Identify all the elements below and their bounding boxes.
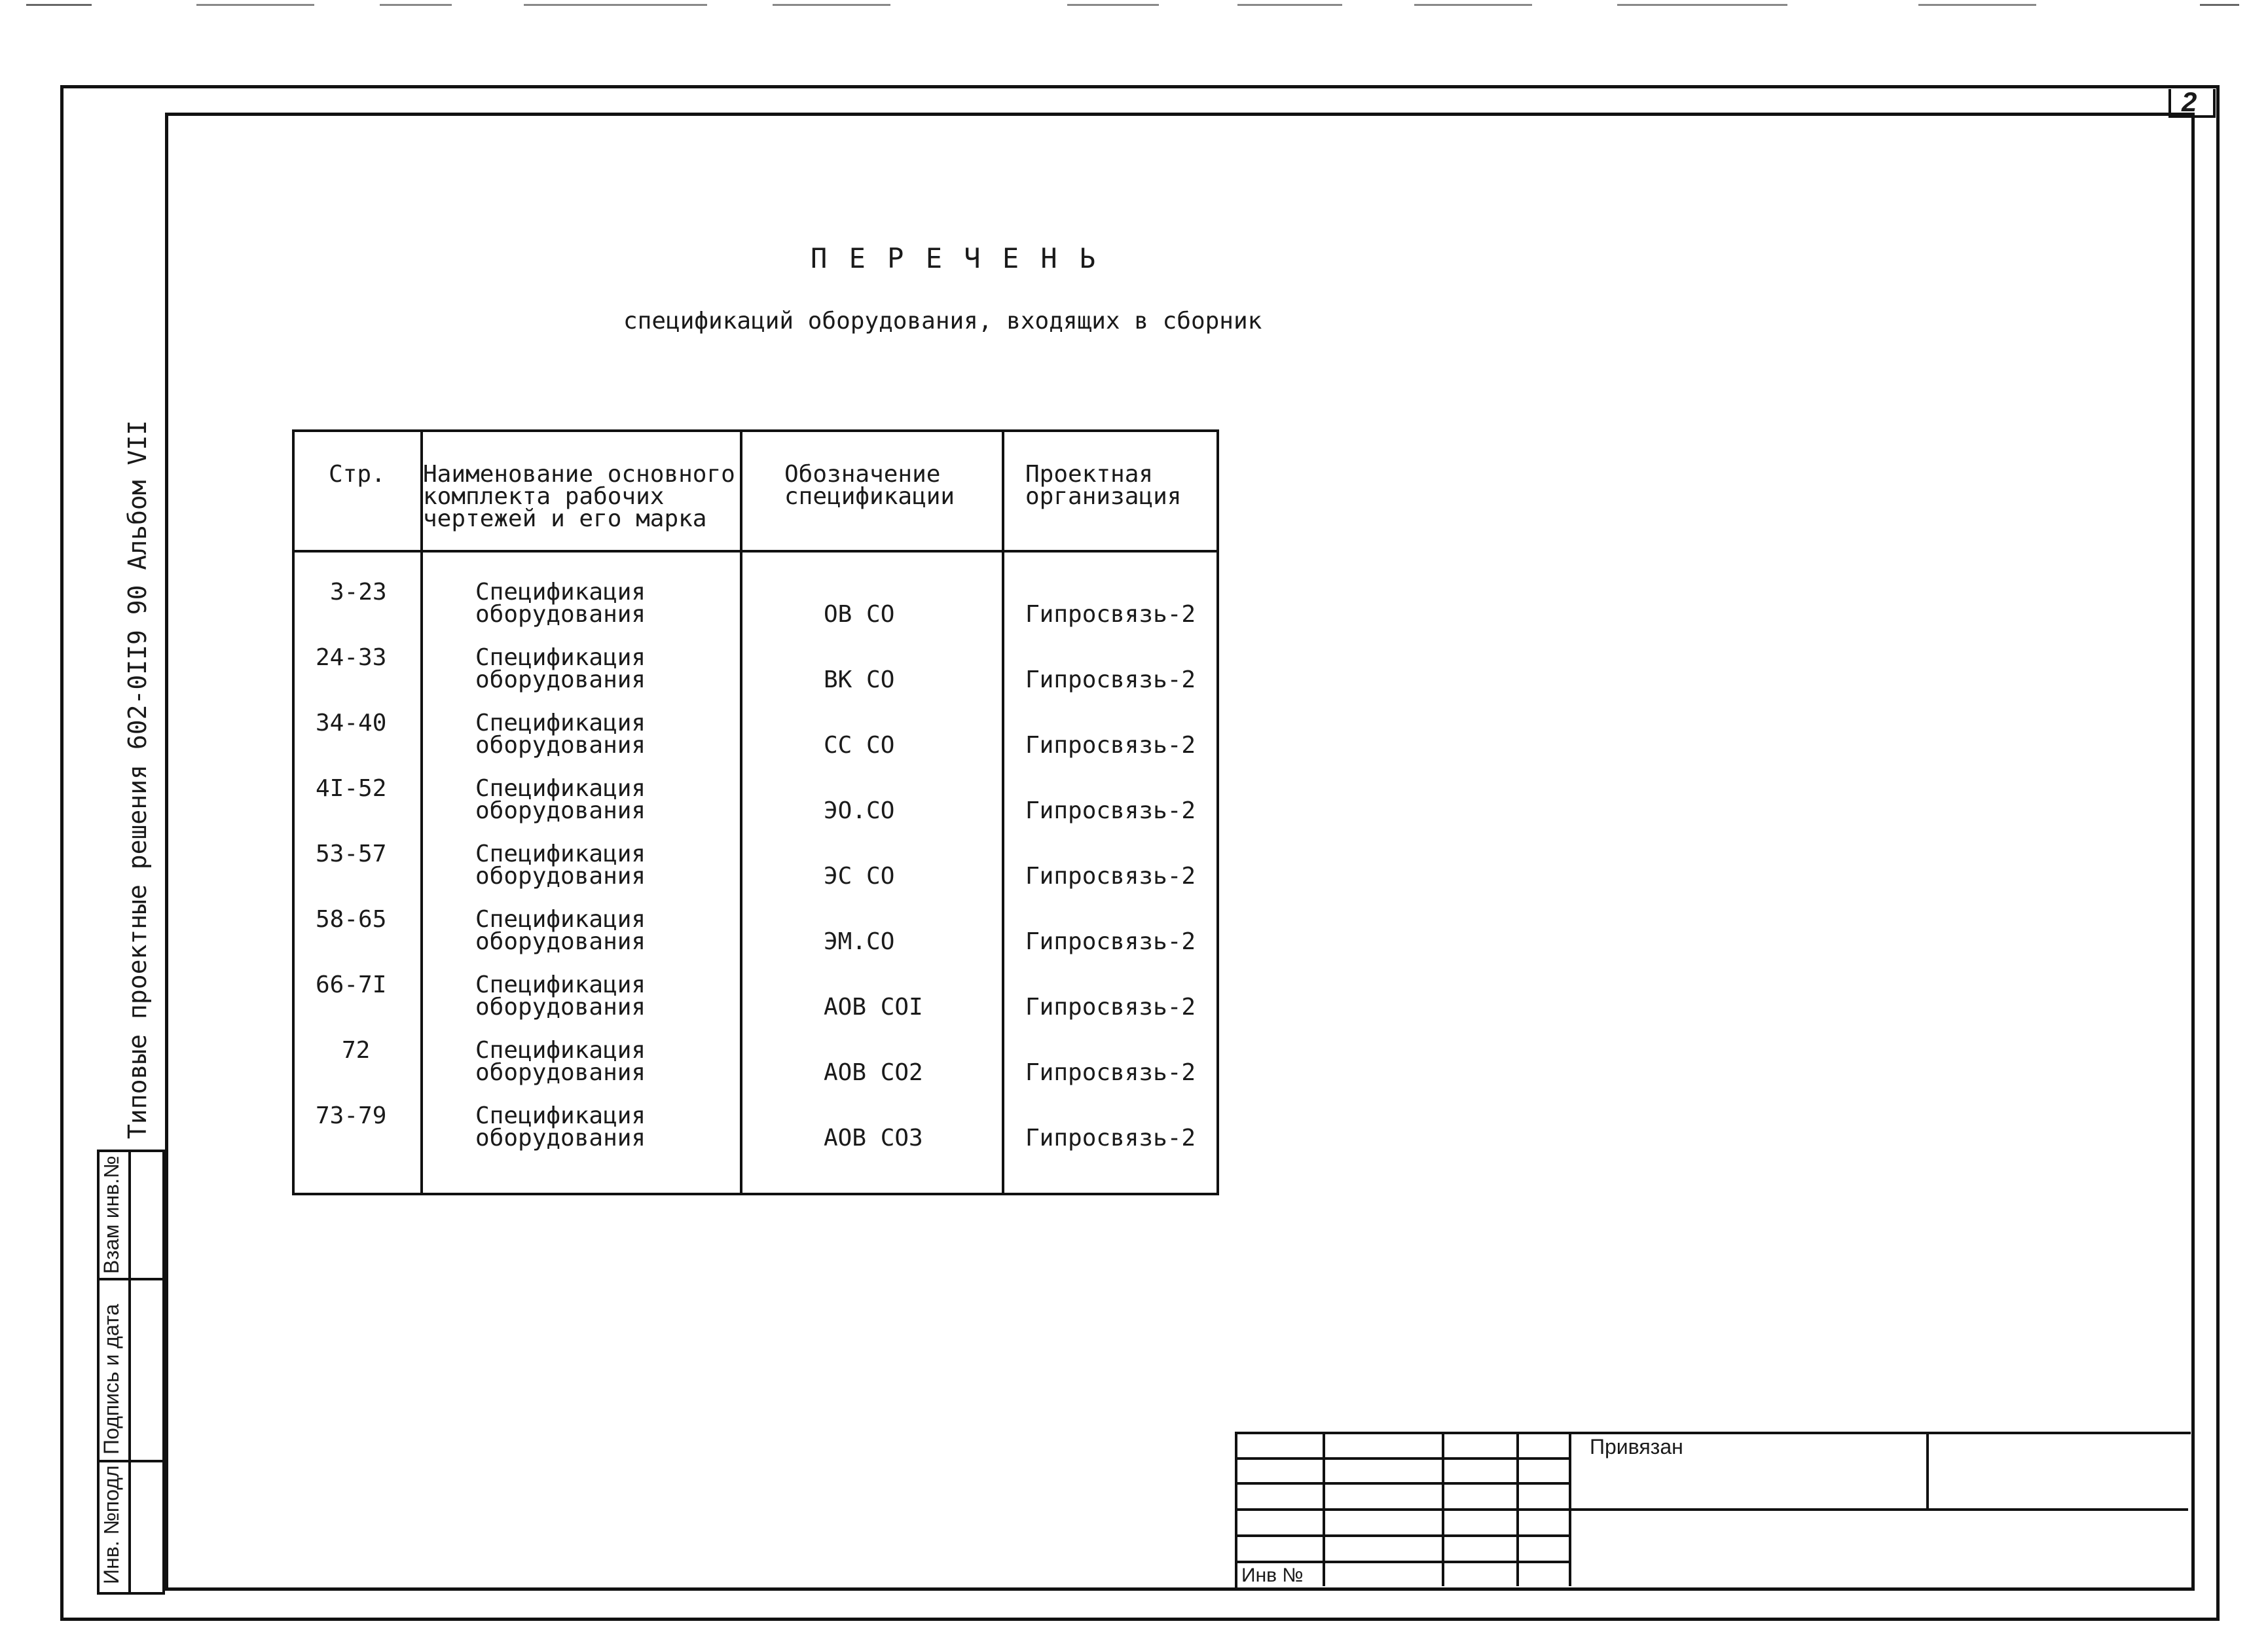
top-mark: [1067, 4, 1159, 6]
table-header-border: [292, 550, 1219, 553]
row-page: 58-65: [316, 906, 387, 933]
table-top-border: [292, 429, 1219, 432]
row-page: 4I-52: [316, 775, 387, 802]
row-name: Спецификация оборудования: [475, 841, 646, 890]
tb-row: [1235, 1508, 2188, 1511]
top-mark: [26, 4, 92, 6]
row-designation: ЭС СО: [824, 863, 895, 890]
row-name: Спецификация оборудования: [475, 710, 646, 759]
row-page: 73-79: [316, 1102, 387, 1129]
row-name: Спецификация оборудования: [475, 971, 646, 1021]
row-designation: СС СО: [824, 732, 895, 759]
row-page: 53-57: [316, 841, 387, 867]
page-title: П Е Р Е Ч Е Н Ь: [811, 242, 1099, 274]
row-designation: АОВ СОI: [824, 994, 923, 1021]
row-name: Спецификация оборудования: [475, 775, 646, 824]
row-designation: ВК СО: [824, 666, 895, 693]
row-organization: Гипросвязь-2: [1025, 1125, 1196, 1151]
row-name: Спецификация оборудования: [475, 1102, 646, 1151]
side-stamp-inner: [128, 1150, 131, 1592]
row-page: 24-33: [316, 644, 387, 671]
top-mark: [773, 4, 890, 6]
tb-row: [1235, 1534, 1570, 1537]
row-name: Спецификация оборудования: [475, 579, 646, 628]
side-stamp-replace-inv: Взам инв.№: [100, 1155, 123, 1274]
top-mark: [380, 4, 452, 6]
table-col-divider: [740, 429, 742, 1195]
row-organization: Гипросвязь-2: [1025, 797, 1196, 824]
row-name: Спецификация оборудования: [475, 1037, 646, 1086]
top-mark: [196, 4, 314, 6]
top-mark: [1414, 4, 1532, 6]
header-designation: Обозначение спецификации: [784, 461, 955, 510]
row-organization: Гипросвязь-2: [1025, 863, 1196, 890]
row-organization: Гипросвязь-2: [1025, 732, 1196, 759]
title-block-inv-no: Инв №: [1241, 1565, 1304, 1586]
table-right-border: [1216, 429, 1219, 1195]
row-designation: АОВ СО3: [824, 1125, 923, 1151]
row-name: Спецификация оборудования: [475, 906, 646, 955]
tb-row: [1235, 1561, 1570, 1563]
table-col-divider: [420, 429, 423, 1195]
top-mark: [2200, 4, 2239, 6]
row-page: 34-40: [316, 710, 387, 736]
row-organization: Гипросвязь-2: [1025, 1059, 1196, 1086]
row-page: 3-23: [330, 579, 387, 606]
table-left-border: [292, 429, 295, 1195]
header-organization: Проектная организация: [1025, 461, 1182, 510]
top-mark: [1918, 4, 2036, 6]
title-block-linked: Привязан: [1590, 1435, 1683, 1459]
row-organization: Гипросвязь-2: [1025, 994, 1196, 1021]
tb-row: [1235, 1482, 1570, 1485]
top-mark: [524, 4, 707, 6]
spec-table: [292, 429, 1219, 1195]
row-organization: Гипросвязь-2: [1025, 666, 1196, 693]
page-subtitle: спецификаций оборудования, входящих в сборник: [623, 308, 1262, 335]
row-name: Спецификация оборудования: [475, 644, 646, 693]
table-col-divider: [1002, 429, 1004, 1195]
tb-row: [1235, 1457, 1570, 1460]
row-page: 72: [342, 1037, 371, 1064]
row-designation: ЭО.СО: [824, 797, 895, 824]
side-stamp-signature-date: Подпись и дата: [100, 1303, 123, 1455]
header-name: Наименование основного комплекта рабочих чертежей и его марка: [423, 461, 735, 532]
row-organization: Гипросвязь-2: [1025, 928, 1196, 955]
row-page: 66-7I: [316, 971, 387, 998]
row-designation: АОВ СО2: [824, 1059, 923, 1086]
row-designation: ЭМ.СО: [824, 928, 895, 955]
top-mark: [1617, 4, 1787, 6]
side-stamp-inv-original: Инв. №подл: [100, 1465, 123, 1584]
side-series-text: Типовые проектные решения 602-0II9 90 Альбом VII: [123, 420, 152, 1139]
sheet-number: 2: [2182, 86, 2197, 117]
top-mark: [1237, 4, 1342, 6]
header-page: Стр.: [329, 461, 386, 488]
table-bottom-border: [292, 1193, 1219, 1195]
row-organization: Гипросвязь-2: [1025, 601, 1196, 628]
tb-col: [1926, 1432, 1929, 1510]
row-designation: ОВ СО: [824, 601, 895, 628]
